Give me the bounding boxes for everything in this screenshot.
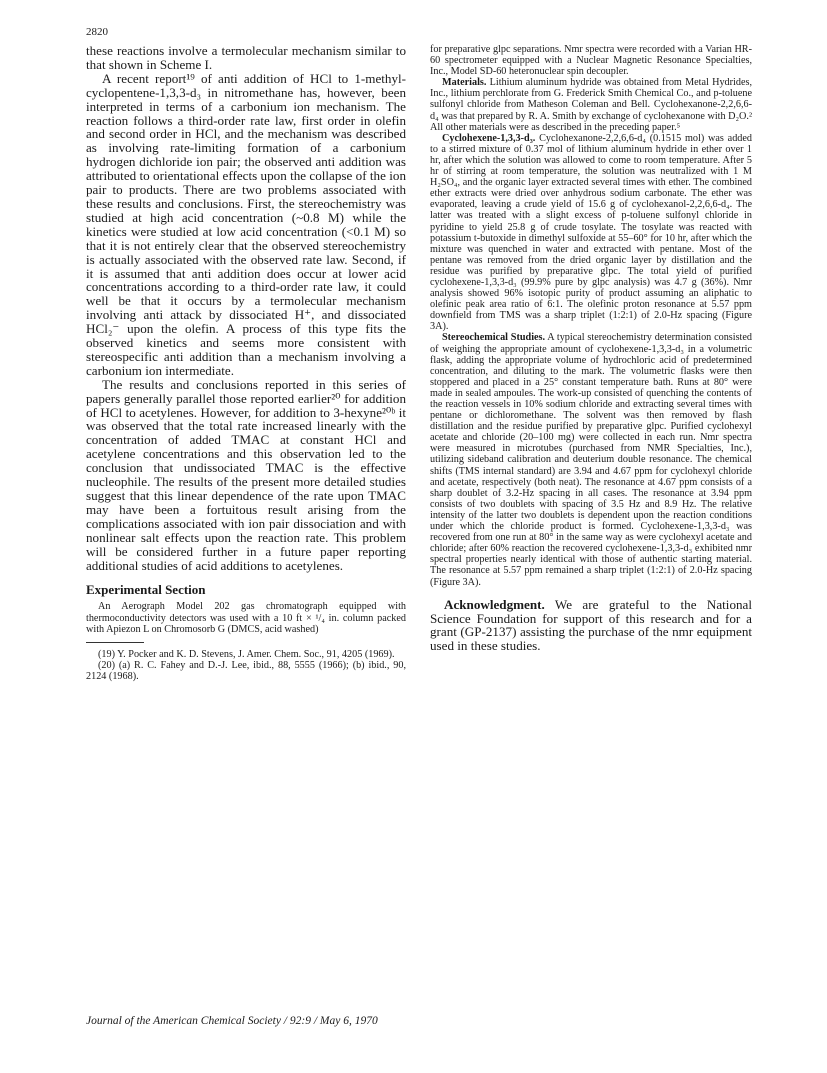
materials-heading: Materials. — [442, 77, 487, 89]
stereochemical-heading: Stereochemical Studies. — [442, 332, 546, 344]
journal-footer: Journal of the American Chemical Society / 92:9 / May 6, 1970 — [86, 1015, 378, 1027]
cyclohexene-heading: Cyclohexene-1,3,3-d₃. — [442, 132, 536, 144]
right-column — [430, 44, 752, 653]
experimental-section-heading: Experimental Section — [86, 582, 206, 598]
experimental-text: An Aerograph Model 202 gas chromatograph equipped with thermoconductivity detectors was used with a 10 ft × ¹/₄ in. column packed with Apiezon L on Chromosorb G (DMCS, acid washed) — [86, 601, 406, 635]
materials-text: Lithium aluminum hydride was obtained from Metal Hydrides, Inc., lithium perchlorate from G. Frederick Smith Chemical Co., and p-toluene sulfonyl chloride from Matheson Coleman and Bell. Cyclohexanone-2,2,6,6-d₄ was that prepared by R. A. Smith by exchange of cyclohexanone with D₂O.² All other materials were as described in the preceding paper.⁵ — [430, 77, 752, 133]
footnote: (19) Y. Pocker and K. D. Stevens, J. Amer. Chem. Soc., 91, 4205 (1969). — [98, 648, 395, 660]
cyclohexene-paragraph — [430, 133, 752, 333]
body-text — [86, 44, 406, 572]
cyclohexene-text: Cyclohexanone-2,2,6,6-d₄ (0.1515 mol) was added to a stirred mixture of 0.37 mol of lithium aluminum hydride in ether over 1 hr, after which the solution was allowed to come to room temperature. After 5 hr of stirring at room temperature, the solution was neutralized with 1 M H₂SO₄, and the organic layer extracted several times with ether. The combined ether extracts were dried over anhydrous sodium carbonate. The ether was evaporated, leaving a crude yield of 15.6 g of cyclohexanol-2,2,6,6-d₄. The latter was treated with a slight excess of p-toluene sulfonyl chloride in pyridine to yield 25.8 g of crude tosylate. The tosylate was reacted with potassium t-butoxide in dimethyl sulfoxide at 55–60° for 10 hr, after which the mixture was quenched in water and extracted with pentane. Most of the pentane was removed from the dried organic layer by distillation and the residue was purified by preparative glpc. The total yield of purified cyclohexene-1,3,3-d₃ (99.9% pure by glpc analysis) was 4.7 g (36%). Nmr analysis showed 96% isotopic purity of product assuming an aliphatic to olefinic peak area ratio of 6:1. The olefinic proton resonance at 5.57 ppm downfield from TMS was a sharp triplet (1:2:1) of 2.0-Hz spacing (Figure 3A). — [430, 132, 752, 333]
paragraph: these reactions involve a termolecular mechanism similar to that shown in Scheme I. — [86, 43, 406, 72]
stereochemical-text: A typical stereochemistry determination consisted of weighing the appropriate amount of cyclohexene-1,3,3-d₃ in a volumetric flask, adding the appropriate volume of hydrochloric acid of predetermined concentration, and diluting to the mark. The volumetric flasks were then stoppered and placed in a 25° constant temperature bath. Runs at 80° were made in sealed ampoules. The work-up consisted of quenching the contents of the reaction vessels in 10% sodium chloride and extracting several times with pentane or dichloromethane. The solvent was then removed by flash distillation and the residue purified by preparative glpc. Purified cyclohexyl acetate and chloride (20–100 mg) were collected in each run. Nmr spectra were measured in microtubes (purchased from NMR Specialties, Inc.), utilizing sideband calibration and deuterium double resonance. The chemical shifts (TMS internal standard) are 3.94 and 4.67 ppm for cyclohexyl chloride and acetate, respectively (both neat). The resonance at 4.67 ppm consists of a sharp doublet of 3.2-Hz spacing in all cases. The resonance at 3.94 ppm consists of two doublets with spacing of 3.5 Hz and 8.9 Hz. The relative intensity of the latter two doublets is dependent upon the reaction conditions under which the chloride product is formed. Cyclohexene-1,3,3-d₃ was recovered from one run at 80° in the same way as were cyclohexyl acetate and chloride; after 60% reaction the recovered cyclohexene-1,3,3-d₃ exhibited nmr spectral properties nearly identical with those of authentic starting material. The resonance at 5.57 ppm remained a sharp triplet (1:2:1) of 2.0-Hz spacing (Figure 3A). — [430, 332, 752, 588]
paragraph: A recent report¹⁹ of anti addition of HCl to 1-methyl-cyclopentene-1,3,3-d₃ in nitromethane has, however, been interpreted in terms of a carbonium ion mechanism. The reaction follows a third-order rate law, first order in olefin and second order in HCl, and the mechanism was described as involving rate-limiting formation of a carbonium hydrogen dichloride ion pair; the observed anti addition was attributed to orientational effects upon the collapse of the ion pair to products. There are two problems associated with these results and conclusions. First, the stereochemistry was studied at high acid concentration (~0.8 M) while the kinetics were studied at low acid concentration (<0.1 M) so that it is not entirely clear that the observed stereochemistry is actually associated with the observed rate law. Second, if it is assumed that anti addition does occur at lower acid concentrations according to a third-order rate law, it could well be that it occurs by a termolecular mechanism involving anti attack by dissociated H⁺, and dissociated HCl₂⁻ upon the olefin. A process of this type fits the observed kinetics and seems more consistent with stereospecific anti addition than a mechanism involving a carbonium ion intermediate. — [86, 70, 406, 378]
footnote: (20) (a) R. C. Fahey and D.-J. Lee, ibid., 88, 5555 (1966); (b) ibid., 90, 2124 (1968). — [86, 659, 406, 682]
acknowledgment-paragraph — [430, 598, 752, 654]
materials-paragraph — [430, 77, 752, 132]
acknowledgment-heading: Acknowledgment. — [444, 596, 545, 612]
intro-paragraph: for preparative glpc separations. Nmr spectra were recorded with a Varian HR-60 spectrometer equipped with a Nuclear Magnetic Resonance Specialties, Inc., Model SD-60 heteronuclear spin decoupler. — [430, 44, 752, 78]
page-number: 2820 — [86, 26, 108, 38]
footnote-divider — [86, 642, 144, 643]
paragraph: The results and conclusions reported in this series of papers generally parallel those reported earlier²⁰ for addition of HCl to acetylenes. However, for addition to 3-hexyne²⁰ᵇ it was observed that the total rate increased linearly with the concentration of added TMAC at constant HCl and acetylene concentrations and this observation led to the conclusion that undissociated TMAC is the effective nucleophile. The results of the present more detailed studies suggest that this linear dependence of the rate upon TMAC may have been a fortuitous result arising from the complications associated with ion pair dissociation and with nonlinear salt effects upon the reaction rate. This problem will be considered further in a future paper reporting additional studies of acid additions to acetylenes. — [86, 376, 406, 573]
acknowledgment-text: We are grateful to the National Science Foundation for support of this research and for a grant (GP-2137) assisting the purchase of the nmr equipment used in these studies. — [430, 596, 752, 654]
stereochemical-paragraph — [430, 332, 752, 587]
left-column — [86, 44, 406, 682]
